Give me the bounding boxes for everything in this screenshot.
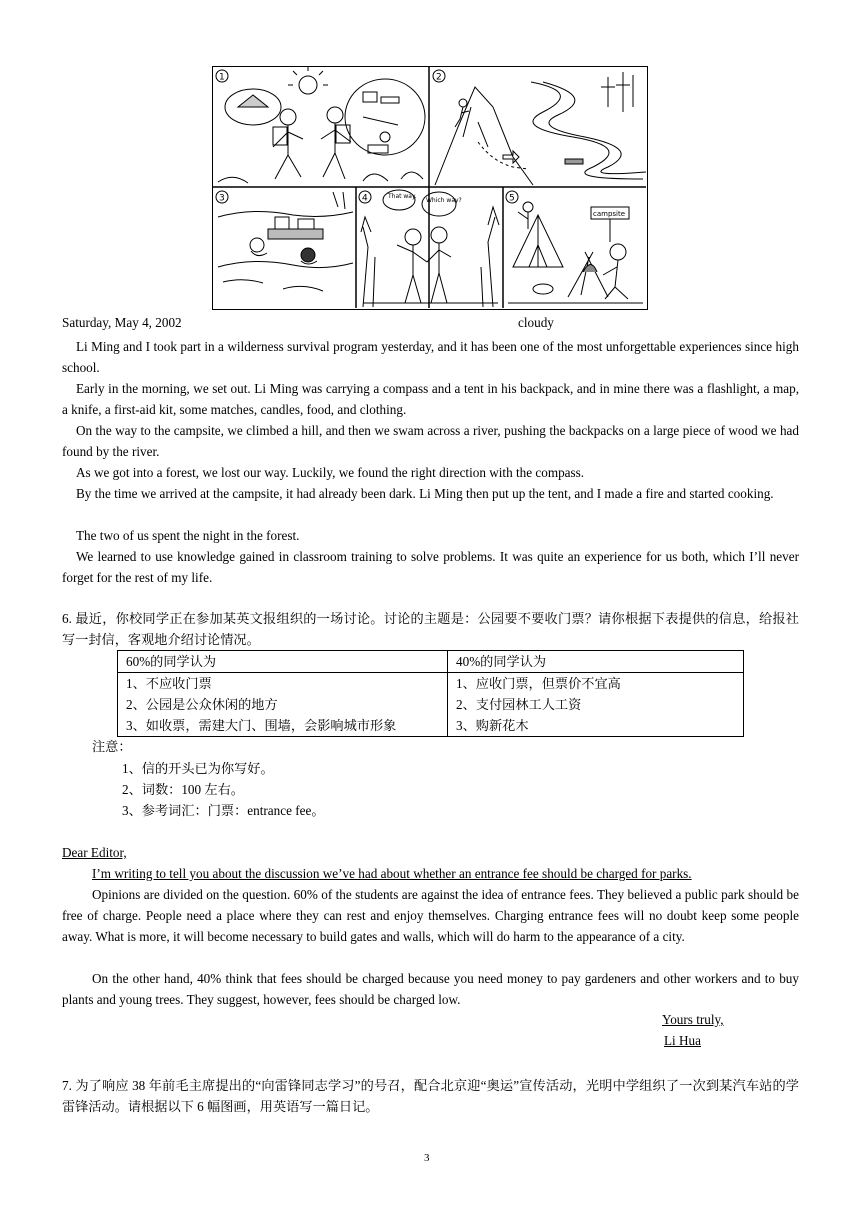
question-7-prompt: 7. 为了响应 38 年前毛主席提出的“向雷锋同志学习”的号召，配合北京迎“奥运”宣传活动，光明中学组织了一次到某汽车站的学雷锋活动。请根据以下 6 幅图画，用英语写一篇日记。 <box>62 1078 799 1114</box>
list-item: 1、不应收门票 <box>126 676 212 691</box>
panel-1-scene <box>218 67 425 183</box>
letter-body-2: On the other hand, 40% think that fees should be charged because you need money to pay gardeners and other workers and to buy plants and young trees. They suggest, however, fees should be charged low. <box>62 971 799 1007</box>
letter-body-1: Opinions are divided on the question. 60% of the students are against the idea of entrance fees. They believed a public park should be free of charge. People need a place where they can rest and enjoy themselves. Charging entrance fees will no doubt keep some people away. What is more, it will become necessary to build gates and walls, which will do harm to the appearance of a city. <box>62 887 799 944</box>
diary-weather: cloudy <box>518 315 554 330</box>
diary-paragraph-3: On the way to the campsite, we climbed a hill, and then we swam across a river, pushing the backpacks on a large piece of wood we had found by the river. <box>62 423 799 459</box>
diary-paragraph-6: The two of us spent the night in the forest. <box>76 528 300 543</box>
svg-text:3: 3 <box>219 193 225 204</box>
list-item: 1、应收门票，但票价不宜高 <box>456 676 621 691</box>
question-6-prompt: 6. 最近，你校同学正在参加某英文报组织的一场讨论。讨论的主题是：公园要不要收门票？请你根据下表提供的信息，给报社写一封信，客观地介绍讨论情况。 <box>62 611 799 647</box>
letter-opening: I’m writing to tell you about the discussion we’ve had about whether an entrance fee should be charged for parks. <box>92 866 692 881</box>
opinion-table <box>117 650 744 737</box>
bubble-text-that-way: That way. <box>388 193 417 200</box>
letter-greeting: Dear Editor, <box>62 845 127 860</box>
panel-4-scene <box>361 190 499 307</box>
panel-number-5 <box>506 191 518 204</box>
svg-text:2: 2 <box>436 72 442 83</box>
svg-text:4: 4 <box>362 193 368 204</box>
comic-panels <box>213 67 646 308</box>
panel-number-2 <box>433 70 445 83</box>
note-2: 2、词数：100 左右。 <box>122 782 244 797</box>
table-cell-60 <box>118 673 448 737</box>
diary-paragraph-1: Li Ming and I took part in a wilderness survival program yesterday, and it has been one of the most unforgettable experiences since high school. <box>62 339 799 375</box>
list-item: 2、公园是公众休闲的地方 <box>126 697 278 712</box>
table-cell-40 <box>448 673 744 737</box>
page-number: 3 <box>424 1152 430 1164</box>
story-illustration <box>212 66 648 310</box>
diary-paragraph-5: By the time we arrived at the campsite, it had already been dark. Li Ming then put up the tent, and I made a fire and started cooking. <box>76 486 774 501</box>
panel-3-scene <box>218 192 353 291</box>
diary-date: Saturday, May 4, 2002 <box>62 315 182 330</box>
letter-closing: Yours truly, <box>662 1012 724 1027</box>
svg-text:1: 1 <box>219 72 225 83</box>
note-3: 3、参考词汇：门票：entrance fee。 <box>122 803 325 818</box>
panel-number-4 <box>359 191 371 204</box>
letter-signature: Li Hua <box>664 1033 701 1048</box>
panel-number-1 <box>216 70 228 83</box>
panel-2-scene <box>435 72 646 185</box>
panel-number-3 <box>216 191 228 204</box>
panel-5-scene <box>508 202 643 303</box>
table-header-60: 60%的同学认为 <box>118 651 448 673</box>
table-header-40: 40%的同学认为 <box>448 651 744 673</box>
bubble-text-which-way: Which way? <box>426 197 462 204</box>
letter-opening-line <box>62 863 799 884</box>
diary-paragraph-7: We learned to use knowledge gained in classroom training to solve problems. It was quite an experience for us both, which I’ll never forget for the rest of my life. <box>62 549 799 585</box>
list-item: 3、购新花木 <box>456 718 529 733</box>
notes-title: 注意： <box>92 739 132 754</box>
svg-text:5: 5 <box>509 193 515 204</box>
diary-paragraph-2: Early in the morning, we set out. Li Ming was carrying a compass and a tent in his backpack, and in mine there was a flashlight, a map, a knife, a first-aid kit, some matches, candles, food, and clothing. <box>62 381 799 417</box>
note-1: 1、信的开头已为你写好。 <box>122 761 274 776</box>
list-item: 3、如收票，需建大门、围墙，会影响城市形象 <box>126 718 397 733</box>
campsite-sign-text: campsite <box>593 210 626 218</box>
diary-paragraph-4: As we got into a forest, we lost our way. Luckily, we found the right direction with the compass. <box>76 465 585 480</box>
list-item: 2、支付园林工人工资 <box>456 697 582 712</box>
